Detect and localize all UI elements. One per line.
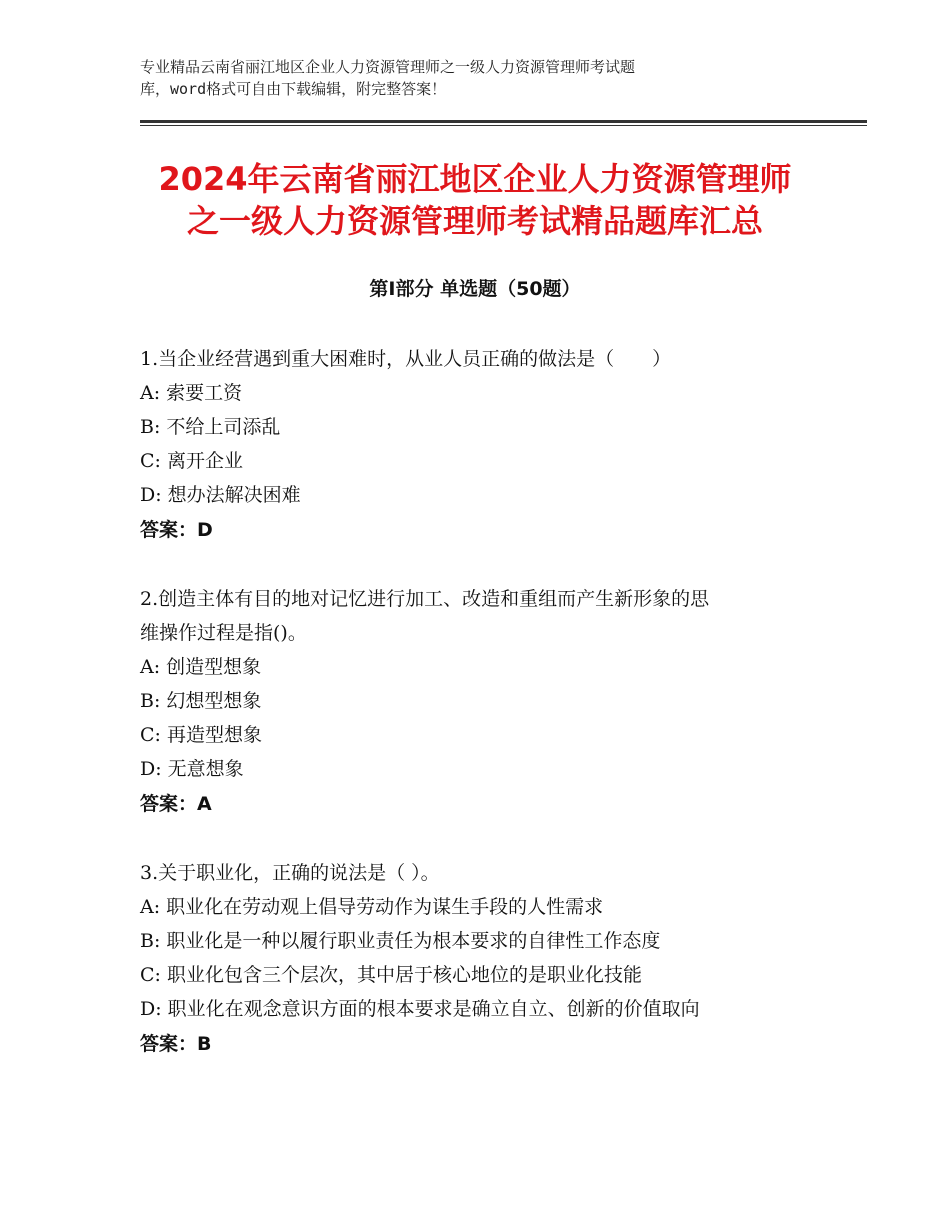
question-stem: 2.创造主体有目的地对记忆进行加工、改造和重组而产生新形象的思	[140, 588, 710, 610]
question-stem-continued: 维操作过程是指()。	[140, 622, 307, 644]
header-divider-thin	[140, 125, 867, 126]
option-a: A: 创造型想象	[140, 656, 262, 678]
option-b: B: 幻想型想象	[140, 690, 262, 712]
answer: 答案：A	[140, 793, 212, 815]
option-d: D: 想办法解决困难	[140, 484, 301, 506]
option-b: B: 不给上司添乱	[140, 416, 281, 438]
header-divider-thick	[140, 120, 867, 123]
option-c: C: 职业化包含三个层次，其中居于核心地位的是职业化技能	[140, 964, 642, 986]
question-1	[140, 342, 830, 548]
header-note	[140, 56, 800, 100]
question-3	[140, 856, 830, 1062]
question-2	[140, 582, 830, 822]
document-title	[100, 158, 850, 242]
option-b: B: 职业化是一种以履行职业责任为根本要求的自律性工作态度	[140, 930, 661, 952]
section-heading: 第Ⅰ部分 单选题（50题）	[369, 278, 581, 300]
answer: 答案：B	[140, 1033, 212, 1055]
title-line-2: 之一级人力资源管理师考试精品题库汇总	[186, 202, 763, 240]
option-c: C: 再造型想象	[140, 724, 262, 746]
option-c: C: 离开企业	[140, 450, 243, 472]
question-stem: 1.当企业经营遇到重大困难时，从业人员正确的做法是（ ）	[140, 348, 672, 370]
answer: 答案：D	[140, 519, 213, 541]
header-note-line-2: 库，word格式可自由下载编辑，附完整答案！	[140, 80, 447, 98]
option-a: A: 职业化在劳动观上倡导劳动作为谋生手段的人性需求	[140, 896, 604, 918]
header-note-line-1: 专业精品云南省丽江地区企业人力资源管理师之一级人力资源管理师考试题	[140, 58, 636, 76]
question-stem: 3.关于职业化，正确的说法是（ ）。	[140, 862, 440, 884]
title-line-1: 2024年云南省丽江地区企业人力资源管理师	[158, 160, 792, 198]
option-d: D: 职业化在观念意识方面的根本要求是确立自立、创新的价值取向	[140, 998, 700, 1020]
option-a: A: 索要工资	[140, 382, 243, 404]
option-d: D: 无意想象	[140, 758, 244, 780]
question-list	[140, 342, 830, 1096]
